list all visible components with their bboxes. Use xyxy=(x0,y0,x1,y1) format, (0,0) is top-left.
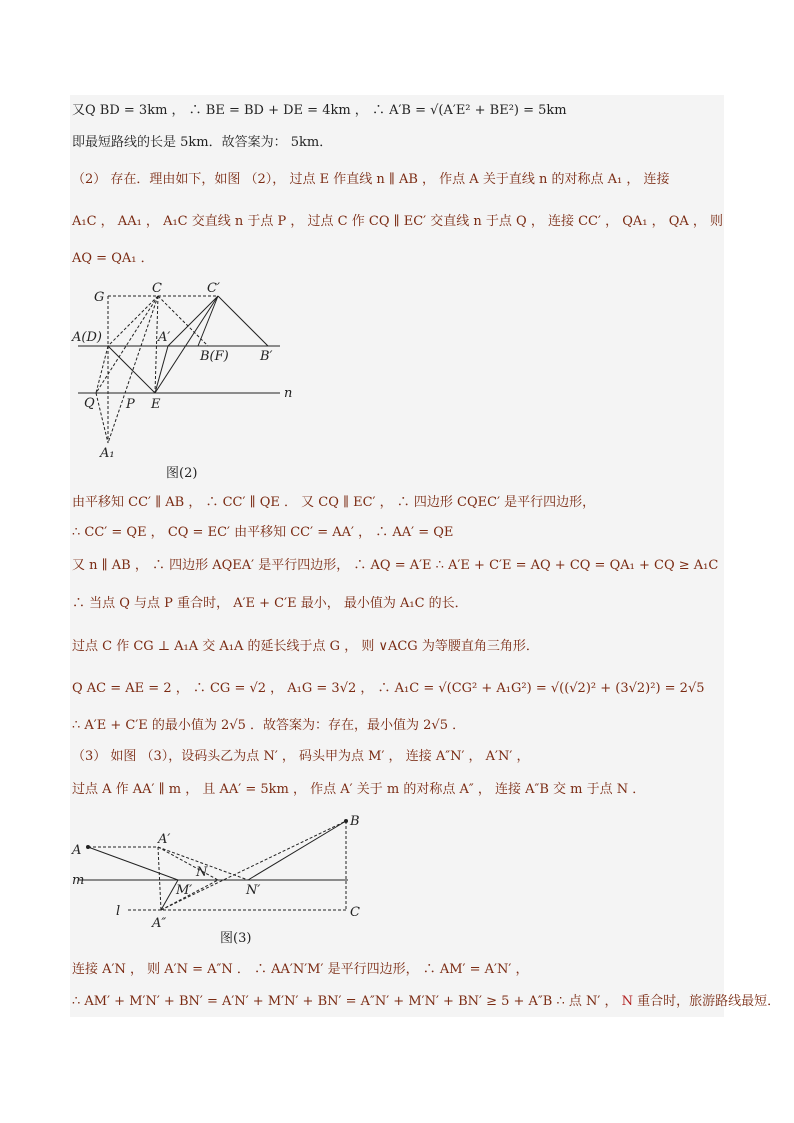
text-line-6: 由平移知 CC′ ∥ AB ， ∴ CC′ ∥ QE ． 又 CQ ∥ EC′ ， ∴ 四边形 CQEC′ 是平行四边形， xyxy=(72,495,596,510)
text-line-16-part-c: 重合时，旅游路线最短． xyxy=(632,994,781,1009)
text-line-8: 又 n ∥ AB ， ∴ 四边形 AQEA′ 是平行四边形， ∴ AQ = A′E ∴ A′E + C′E = AQ + CQ = QA₁ + CQ ≥ A₁C xyxy=(72,558,719,573)
text-line-16 xyxy=(72,993,780,1011)
label-e: E xyxy=(151,397,161,412)
line-ca xyxy=(108,296,158,346)
label-a1: A₁ xyxy=(100,446,115,461)
figure-3 xyxy=(70,808,370,948)
text-line-13: （3） 如图 （3），设码头乙为点 N′ ， 码头甲为点 M′ ， 连接 A″N′ ， A′N′ ， xyxy=(72,749,530,764)
label-m: m xyxy=(72,873,85,888)
text-line-14: 过点 A 作 AA′ ∥ m ， 且 AA′ = 5km ， 作点 A′ 关于 m 的对称点 A″ ， 连接 A″B 交 m 于点 N ． xyxy=(72,782,646,797)
label-l: l xyxy=(116,904,121,919)
label-a-prime: A′ xyxy=(158,832,171,847)
label-m-prime: M′ xyxy=(176,883,193,898)
line-a-mp xyxy=(88,847,178,880)
text-line-2: 即最短路线的长是 5km．故答案为： 5km． xyxy=(72,135,333,150)
point-a xyxy=(86,845,90,849)
line-ae xyxy=(108,346,155,393)
label-b: B xyxy=(350,814,360,829)
label-g: G xyxy=(94,290,105,305)
text-line-15: 连接 A′N ， 则 A′N = A″N ． ∴ AA′N′M′ 是平行四边形， ∴ AM′ = A′N′ ， xyxy=(72,962,529,977)
text-line-9: ∴ 当点 Q 与点 P 重合时， A′E + C′E 最小， 最小值为 A₁C 的长． xyxy=(72,596,468,611)
text-line-16-part-a: ∴ AM′ + M′N′ + BN′ = A′N′ + M′N′ + BN′ = A″N′ + M′N′ + BN′ ≥ 5 + A″B ∴ 点 N′ ， xyxy=(72,994,622,1009)
label-a-d: A(D) xyxy=(72,330,102,345)
line-n-b xyxy=(248,821,346,880)
text-line-11: Q AC = AE = 2 ， ∴ CG = √2 ， A₁G = 3√2 ， ∴ A₁C = √(CG² + A₁G²) = √((√2)² + (3√2)²) = 2√5 xyxy=(72,681,705,696)
text-line-7: ∴ CC′ = QE ， CQ = EC′ 由平移知 CC′ = AA′ ， ∴ AA′ = QE xyxy=(72,525,454,540)
label-p: P xyxy=(126,397,135,412)
figure-2 xyxy=(70,275,300,485)
label-q: Q xyxy=(84,396,95,411)
line-ea xyxy=(155,346,168,393)
line-cq xyxy=(96,296,158,393)
label-a-prime: A′ xyxy=(158,330,171,345)
label-n-prime: N′ xyxy=(246,883,261,898)
text-line-1: 又Q BD = 3km ， ∴ BE = BD + DE = 4km ， ∴ A′B = √(A′E² + BE²) = 5km xyxy=(72,103,567,118)
line-cpb xyxy=(198,296,218,346)
label-n: N xyxy=(196,865,208,880)
text-line-3: （2） 存在．理由如下，如图 （2）， 过点 E 作直线 n ∥ AB ， 作点 A 关于直线 n 的对称点 A₁ ， 连接 xyxy=(72,172,670,187)
label-a-double-prime: A″ xyxy=(152,916,167,931)
text-line-4: A₁C ， AA₁ ， A₁C 交直线 n 于点 P ， 过点 C 作 CQ ∥ EC′ 交直线 n 于点 Q ， 连接 CC′ ， QA₁ ， QA ， 则 xyxy=(72,214,724,229)
line-qa1 xyxy=(96,393,108,443)
text-line-12: ∴ A′E + C′E 的最小值为 2√5 ．故答案为：存在，最小值为 2√5 ． xyxy=(72,718,466,733)
line-cpbp xyxy=(218,296,268,346)
line-aq xyxy=(96,346,108,393)
figure-3-caption: 图(3) xyxy=(220,931,252,946)
label-b-prime: B′ xyxy=(260,349,273,364)
line-ap-np xyxy=(158,847,218,880)
line-ca1 xyxy=(108,296,158,443)
label-a: A xyxy=(72,843,82,858)
label-b-f: B(F) xyxy=(200,349,229,364)
line-ap-app xyxy=(158,847,161,910)
label-c-prime: C′ xyxy=(207,281,220,296)
label-n: n xyxy=(284,386,293,401)
point-b xyxy=(344,819,348,823)
label-c: C xyxy=(350,905,360,920)
label-c: C xyxy=(152,281,162,296)
text-line-5: AQ = QA₁ ． xyxy=(72,251,154,266)
text-line-10: 过点 C 作 CG ⊥ A₁A 交 A₁A 的延长线于点 G ， 则 ∨ACG 为等腰直角三角形． xyxy=(72,639,539,654)
text-line-16-highlight: N xyxy=(621,994,633,1009)
line-apc xyxy=(168,296,218,346)
figure-2-caption: 图(2) xyxy=(166,466,198,481)
